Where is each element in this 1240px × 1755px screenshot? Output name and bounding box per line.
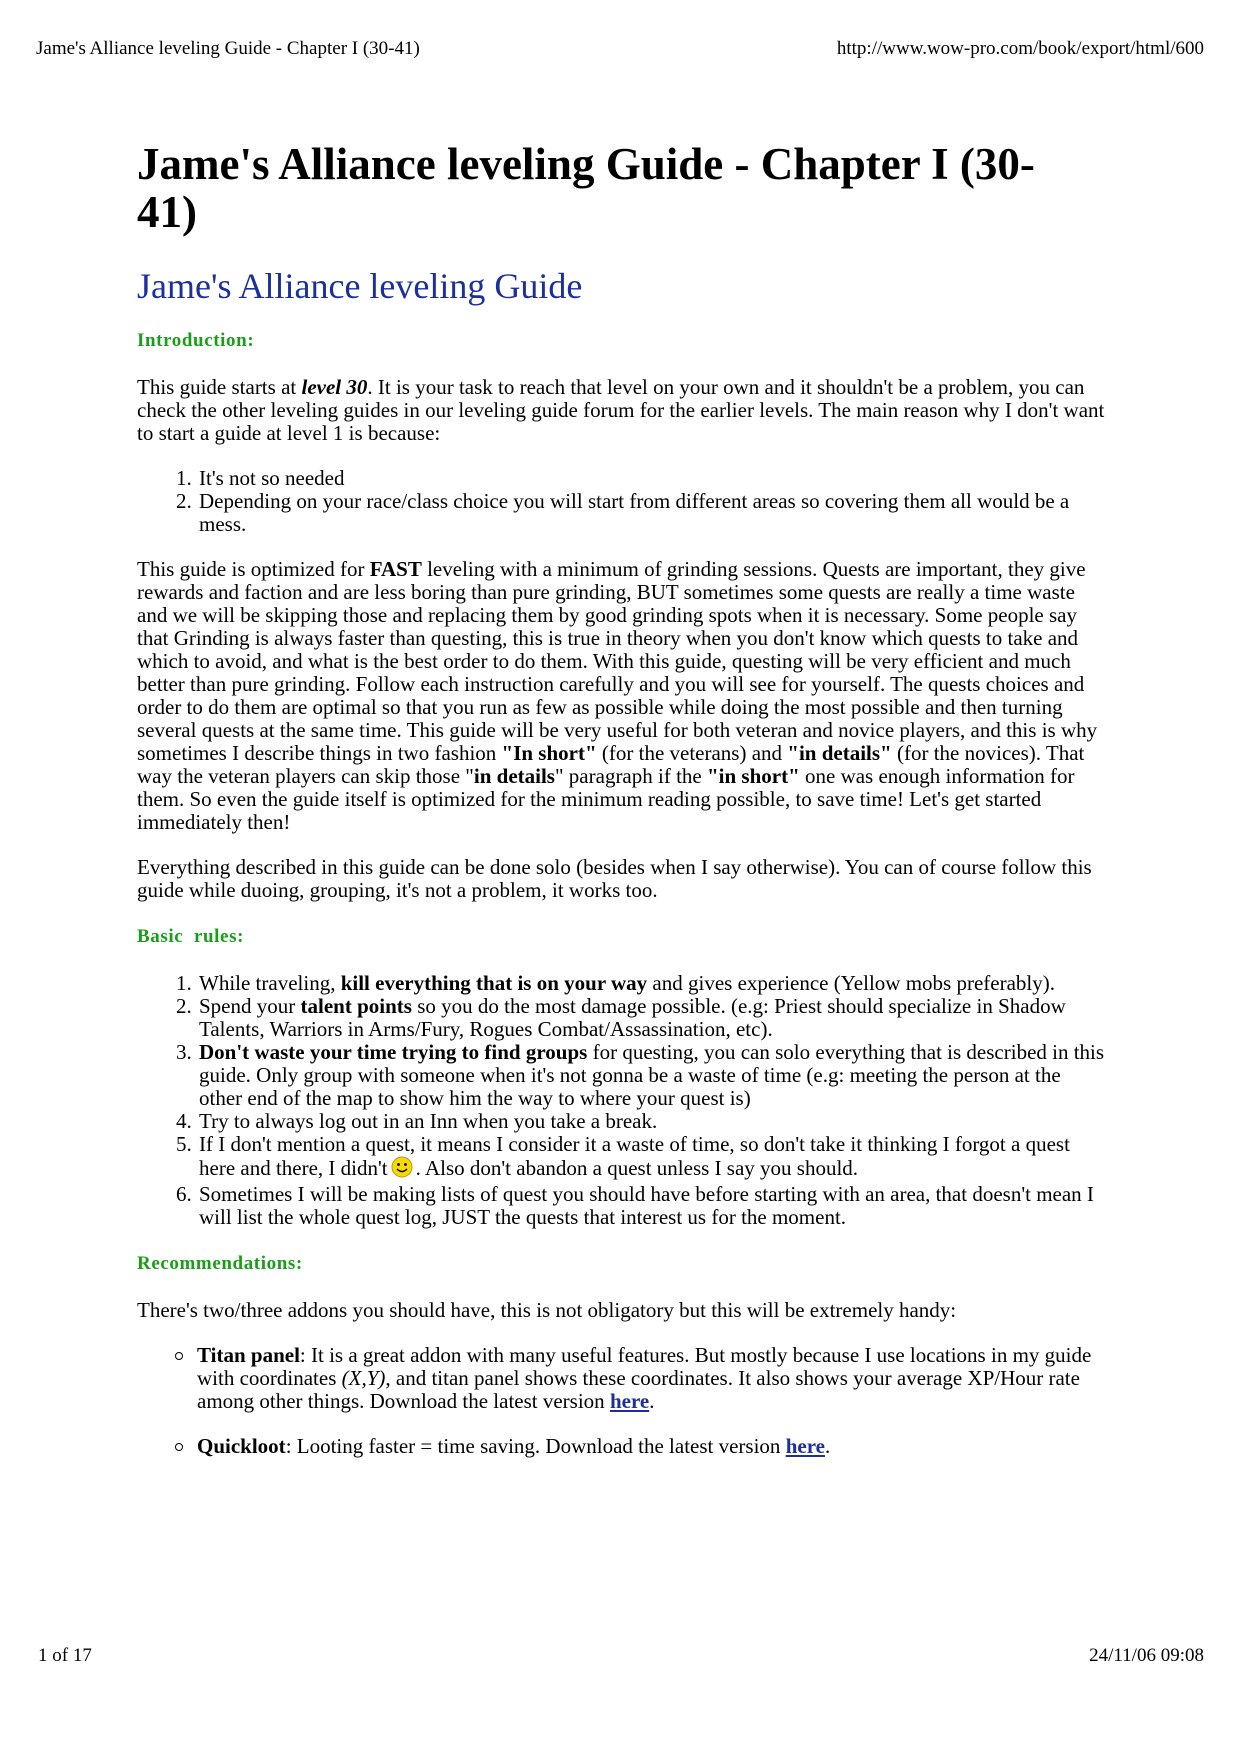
print-header-title: Jame's Alliance leveling Guide - Chapter I (30-41): [36, 38, 420, 59]
page-number: 1 of 17: [38, 1645, 92, 1666]
smiley-icon: [391, 1156, 413, 1183]
list-item: Quickloot: Looting faster = time saving. Download the latest version here.: [197, 1435, 1107, 1458]
introduction-heading: Introduction:: [137, 330, 255, 351]
list-item: 2. Spend your talent points so you do the most damage possible. (e.g: Priest should specialize in Shadow Talents, Warriors in Arms/Fury, Rogues Combat/Assassination, etc).: [197, 995, 1107, 1041]
bullet-icon: [175, 1352, 183, 1360]
list-item: 2. Depending on your race/class choice you will start from different areas so covering them all would be a mess.: [197, 490, 1107, 536]
list-item: 3. Don't waste your time trying to find groups for questing, you can solo everything that is described in this guide. Only group with someone when it's not gonna be a waste of time (e.g: meeting the person at the other end of the map to show him the way to where your quest is): [197, 1041, 1107, 1110]
reasons-list: [137, 467, 1107, 536]
recommendations-heading: Recommendations:: [137, 1253, 303, 1274]
rules-list: [137, 972, 1107, 1229]
list-item: 6. Sometimes I will be making lists of quest you should have before starting with an area, that doesn't mean I will list the whole quest log, JUST the quests that interest us for the moment.: [197, 1183, 1107, 1229]
intro-paragraph-1: This guide starts at level 30. It is your task to reach that level on your own and it shouldn't be a problem, you can check the other leveling guides in our leveling guide forum for the earlier levels. The main reason why I don't want to start a guide at level 1 is because:: [137, 375, 1105, 445]
level-30-emphasis: level 30: [301, 375, 368, 399]
list-item: 5. If I don't mention a quest, it means I consider it a waste of time, so don't take it thinking I forgot a quest here and there, I didn't . Also don't abandon a quest unless I say you should.: [197, 1133, 1107, 1183]
print-timestamp: 24/11/06 09:08: [1089, 1645, 1204, 1666]
intro-paragraph-3: Everything described in this guide can be done solo (besides when I say otherwise). You can of course follow this guide while duoing, grouping, it's not a problem, it works too.: [137, 855, 1092, 902]
page-title: Jame's Alliance leveling Guide - Chapter I (30-41): [137, 139, 1035, 237]
list-item: 4. Try to always log out in an Inn when you take a break.: [197, 1110, 1107, 1133]
list-item: 1. It's not so needed: [197, 467, 1107, 490]
quickloot-download-link[interactable]: here: [785, 1434, 825, 1458]
document-body: [137, 140, 1107, 1458]
recommendations-paragraph: There's two/three addons you should have, this is not obligatory but this will be extremely handy:: [137, 1298, 957, 1322]
list-item: 1. While traveling, kill everything that is on your way and gives experience (Yellow mobs preferably).: [197, 972, 1107, 995]
basic-rules-heading: Basic rules:: [137, 926, 245, 947]
bullet-icon: [175, 1443, 183, 1451]
page-subtitle: Jame's Alliance leveling Guide: [137, 266, 583, 306]
intro-paragraph-2: This guide is optimized for FAST leveling with a minimum of grinding sessions. Quests are important, they give rewards and faction and are less boring than pure grinding, BUT sometimes some quests are really a time waste and we will be skipping those and replacing them by good grinding spots when it is necessary. Some people say that Grinding is always faster than questing, this is true in theory when you don't know which quests to take and which to avoid, and what is the best order to do them. With this guide, questing will be very efficient and much better than pure grinding. Follow each instruction carefully and you will see for yourself. The quests choices and order to do them are optimal so that you run as few as possible while doing the most possible and then turning several quests at the same time. This guide will be very useful for both veteran and novice players, and this is why sometimes I describe things in two fashion "In short" (for the veterans) and "in details" (for the novices). That way the veteran players can skip those "in details" paragraph if the "in short" one was enough information for them. So even the guide itself is optimized for the minimum reading possible, to save time! Let's get started immediately then!: [137, 557, 1098, 834]
list-item: Titan panel: It is a great addon with many useful features. But mostly because I use locations in my guide with coordinates (X,Y), and titan panel shows these coordinates. It also shows your average XP/Hour rate among other things. Download the latest version here.: [197, 1344, 1107, 1413]
print-header-url: http://www.wow-pro.com/book/export/html/600: [836, 38, 1204, 59]
addons-list: [137, 1344, 1107, 1458]
titan-panel-download-link[interactable]: here: [609, 1389, 650, 1413]
